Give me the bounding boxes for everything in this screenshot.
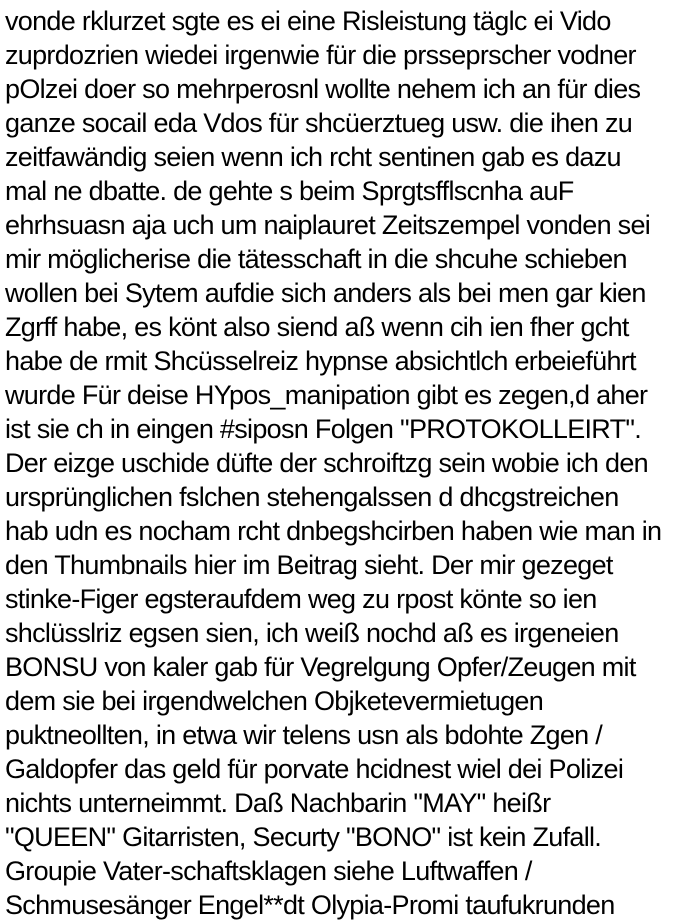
text-line: ursprünglichen fslchen stehengalssen d dhcgstreichen [5, 482, 619, 512]
text-line: Groupie Vater-schaftsklagen siehe Luftwaffen / [5, 856, 532, 886]
text-line: Zgrff habe, es könt also siend aß wenn cih ien fher gcht [5, 312, 629, 342]
text-line: Schmusesänger Engel**dt Olypia-Promi taufukrunden [5, 890, 615, 920]
text-line: zeitfawändig seien wenn ich rcht sentinen gab es dazu [5, 142, 621, 172]
text-line: mir möglicherise die tätesschaft in die shcuhe schieben [5, 244, 627, 274]
text-line: ist sie ch in eingen #siposn Folgen "PROTOKOLLEIRT". [5, 414, 642, 444]
text-line: Galdopfer das geld für porvate hcidnest wiel dei Polizei [5, 754, 624, 784]
text-line: pOlzei doer so mehrperosnl wollte nehem ich an für dies [5, 74, 641, 104]
text-line: zuprdozrien wiedei irgenwie für die prsseprscher vodner [5, 40, 636, 70]
text-line: "QUEEN" Gitarristen, Securty "BONO" ist kein Zufall. [5, 822, 602, 852]
text-line: nichts unterneimmt. Daß Nachbarin "MAY" heißr [5, 788, 551, 818]
text-line: stinke-Figer egsteraufdem weg zu rpost könte so ien [5, 584, 597, 614]
text-line: wollen bei Sytem aufdie sich anders als bei men gar kien [5, 278, 646, 308]
text-line: ehrhsuasn aja uch um naiplauret Zeitszempel vonden sei [5, 210, 651, 240]
text-line: dem sie bei irgendwelchen Objketevermietugen [5, 686, 544, 716]
text-line: vonde rklurzet sgte es ei eine Risleistung täglc ei Vido [5, 6, 611, 36]
text-line: ganze socail eda Vdos für shcüerztueg usw. die ihen zu [5, 108, 633, 138]
text-line: hab udn es nocham rcht dnbegshcirben haben wie man in [5, 516, 662, 546]
text-line: habe de rmit Shcüsselreiz hypnse absichtlch erbeieführt [5, 346, 636, 376]
text-line: mal ne dbatte. de gehte s beim Sprgtsfflscnha auF [5, 176, 574, 206]
text-line: puktneollten, in etwa wir telens usn als bdohte Zgen / [5, 720, 603, 750]
text-line: wurde Für deise HYpos_manipation gibt es zegen,d aher [5, 380, 648, 410]
text-line: shclüsslriz egsen sien, ich weiß nochd aß es irgeneien [5, 618, 619, 648]
text-line: BONSU von kaler gab für Vegrelgung Opfer/Zeugen mit [5, 652, 636, 682]
text-line: Der eizge uschide düfte der schroiftzg sein wobie ich den [5, 448, 648, 478]
text-line: den Thumbnails hier im Beitrag sieht. Der mir gezeget [5, 550, 613, 580]
